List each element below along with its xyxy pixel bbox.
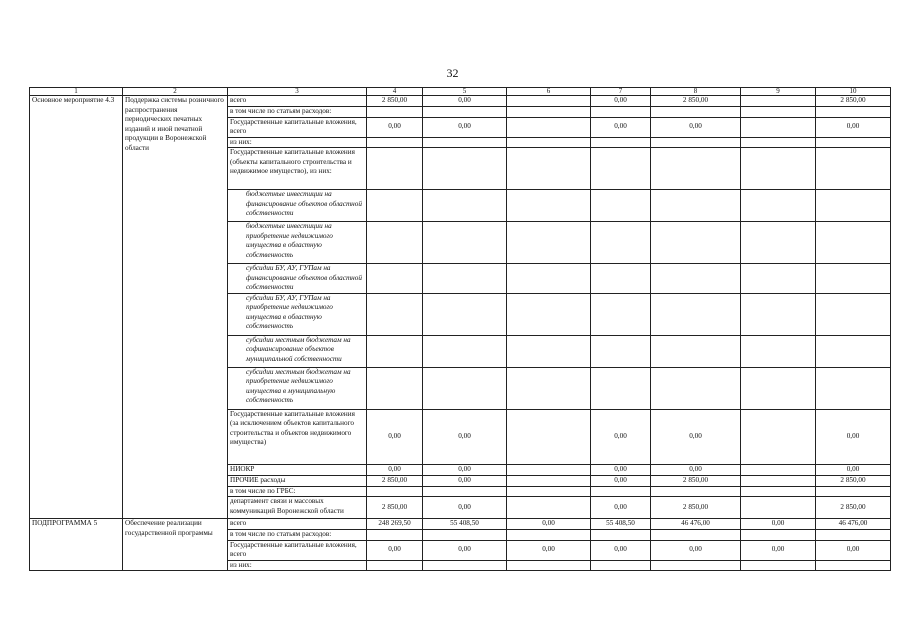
value-cell-col6 — [507, 96, 591, 107]
value-cell-col9: 0,00 — [741, 519, 816, 530]
value-cell-col7: 0,00 — [591, 475, 651, 486]
value-cell-col5: 0,00 — [423, 540, 507, 560]
table-row — [30, 96, 891, 107]
value-cell-col10 — [816, 137, 891, 148]
value-cell-col10 — [816, 222, 891, 264]
value-cell-col5 — [423, 264, 507, 294]
value-cell-col5 — [423, 530, 507, 541]
value-cell-col6 — [507, 137, 591, 148]
value-cell-col4 — [367, 137, 423, 148]
value-cell-col9 — [741, 530, 816, 541]
value-cell-col8 — [651, 530, 741, 541]
value-cell-col9 — [741, 190, 816, 222]
value-cell-col9 — [741, 409, 816, 464]
value-cell-col7: 0,00 — [591, 497, 651, 519]
value-cell-col7 — [591, 530, 651, 541]
expense-category-label: НИОКР — [228, 464, 367, 475]
value-cell-col5: 0,00 — [423, 117, 507, 137]
header-cell: 7 — [591, 88, 651, 96]
value-cell-col10 — [816, 190, 891, 222]
value-cell-col4 — [367, 190, 423, 222]
value-cell-col5 — [423, 293, 507, 335]
value-cell-col4 — [367, 264, 423, 294]
value-cell-col6 — [507, 409, 591, 464]
value-cell-col5 — [423, 486, 507, 497]
value-cell-col4 — [367, 148, 423, 190]
value-cell-col10: 0,00 — [816, 117, 891, 137]
value-cell-col8 — [651, 293, 741, 335]
value-cell-col7 — [591, 293, 651, 335]
value-cell-col9 — [741, 464, 816, 475]
value-cell-col10 — [816, 530, 891, 541]
value-cell-col7 — [591, 222, 651, 264]
table-row — [30, 519, 891, 530]
value-cell-col7: 55 408,50 — [591, 519, 651, 530]
value-cell-col6 — [507, 497, 591, 519]
value-cell-col7: 0,00 — [591, 409, 651, 464]
budget-table — [29, 87, 891, 571]
value-cell-col8: 0,00 — [651, 540, 741, 560]
value-cell-col8: 2 850,00 — [651, 96, 741, 107]
value-cell-col4: 2 850,00 — [367, 475, 423, 486]
header-cell: 1 — [30, 88, 123, 96]
value-cell-col9 — [741, 367, 816, 409]
value-cell-col4 — [367, 335, 423, 367]
value-cell-col8: 46 476,00 — [651, 519, 741, 530]
value-cell-col4 — [367, 367, 423, 409]
expense-category-label: в том числе по ГРБС: — [228, 486, 367, 497]
value-cell-col8 — [651, 335, 741, 367]
value-cell-col8: 0,00 — [651, 409, 741, 464]
value-cell-col6 — [507, 190, 591, 222]
value-cell-col9 — [741, 96, 816, 107]
value-cell-col7: 0,00 — [591, 540, 651, 560]
value-cell-col10: 2 850,00 — [816, 475, 891, 486]
value-cell-col7: 0,00 — [591, 117, 651, 137]
value-cell-col7: 0,00 — [591, 96, 651, 107]
expense-category-label: Государственные капитальные вложения, всего — [228, 117, 367, 137]
expense-category-label: департамент связи и массовых коммуникаций Воронежской области — [228, 497, 367, 519]
value-cell-col5: 0,00 — [423, 464, 507, 475]
value-cell-col5 — [423, 107, 507, 118]
value-cell-col4 — [367, 530, 423, 541]
value-cell-col6: 0,00 — [507, 540, 591, 560]
value-cell-col4: 0,00 — [367, 117, 423, 137]
expense-category-label: Государственные капитальные вложения, всего — [228, 540, 367, 560]
header-cell: 3 — [228, 88, 367, 96]
value-cell-col4 — [367, 486, 423, 497]
value-cell-col5 — [423, 367, 507, 409]
expense-category-label: субсидии БУ, АУ, ГУПам на финансирование объектов областной собственности — [228, 264, 367, 294]
expense-category-label: субсидии местным бюджетам на приобретение недвижимого имущества в муниципальную собственность — [228, 367, 367, 409]
value-cell-col9: 0,00 — [741, 540, 816, 560]
value-cell-col10: 0,00 — [816, 409, 891, 464]
value-cell-col8 — [651, 486, 741, 497]
value-cell-col8: 2 850,00 — [651, 497, 741, 519]
header-cell: 10 — [816, 88, 891, 96]
expense-category-label: из них: — [228, 560, 367, 571]
value-cell-col6 — [507, 107, 591, 118]
expense-category-label: Государственные капитальные вложения (объекты капитального строительства и недвижимое имущество), из них: — [228, 148, 367, 190]
header-cell: 4 — [367, 88, 423, 96]
value-cell-col7 — [591, 335, 651, 367]
value-cell-col9 — [741, 117, 816, 137]
value-cell-col7 — [591, 137, 651, 148]
expense-category-label: субсидии местным бюджетам на софинансирование объектов муниципальной собственности — [228, 335, 367, 367]
value-cell-col6 — [507, 486, 591, 497]
header-cell: 8 — [651, 88, 741, 96]
expense-category-label: Государственные капитальные вложения (за исключением объектов капитального строительства и объектов недвижимого имущества) — [228, 409, 367, 464]
value-cell-col6 — [507, 530, 591, 541]
expense-category-label: бюджетные инвестиции на приобретение недвижимого имущества в областную собственность — [228, 222, 367, 264]
value-cell-col9 — [741, 137, 816, 148]
value-cell-col8 — [651, 264, 741, 294]
value-cell-col10: 2 850,00 — [816, 96, 891, 107]
value-cell-col10 — [816, 264, 891, 294]
value-cell-col5 — [423, 222, 507, 264]
value-cell-col8 — [651, 222, 741, 264]
value-cell-col5 — [423, 560, 507, 571]
value-cell-col7 — [591, 107, 651, 118]
value-cell-col6 — [507, 222, 591, 264]
expense-category-label: всего — [228, 96, 367, 107]
value-cell-col9 — [741, 222, 816, 264]
measure-code: ПОДПРОГРАММА 5 — [30, 519, 123, 571]
value-cell-col4: 2 850,00 — [367, 497, 423, 519]
value-cell-col6 — [507, 367, 591, 409]
value-cell-col10 — [816, 335, 891, 367]
measure-name: Обеспечение реализации государственной программы — [123, 519, 228, 571]
value-cell-col7 — [591, 560, 651, 571]
value-cell-col7 — [591, 367, 651, 409]
value-cell-col6 — [507, 148, 591, 190]
expense-category-label: бюджетные инвестиции на финансирование объектов областной собственности — [228, 190, 367, 222]
value-cell-col7 — [591, 190, 651, 222]
expense-category-label: всего — [228, 519, 367, 530]
value-cell-col7 — [591, 264, 651, 294]
value-cell-col6 — [507, 560, 591, 571]
value-cell-col9 — [741, 475, 816, 486]
value-cell-col9 — [741, 497, 816, 519]
value-cell-col4 — [367, 560, 423, 571]
value-cell-col8 — [651, 190, 741, 222]
header-row — [30, 88, 891, 96]
value-cell-col4: 0,00 — [367, 540, 423, 560]
value-cell-col6 — [507, 117, 591, 137]
value-cell-col10: 0,00 — [816, 464, 891, 475]
value-cell-col9 — [741, 264, 816, 294]
value-cell-col7 — [591, 148, 651, 190]
value-cell-col10 — [816, 148, 891, 190]
value-cell-col9 — [741, 486, 816, 497]
value-cell-col9 — [741, 148, 816, 190]
header-cell: 9 — [741, 88, 816, 96]
value-cell-col8 — [651, 560, 741, 571]
value-cell-col5 — [423, 137, 507, 148]
value-cell-col8: 0,00 — [651, 117, 741, 137]
value-cell-col4 — [367, 107, 423, 118]
value-cell-col10 — [816, 293, 891, 335]
value-cell-col10: 2 850,00 — [816, 497, 891, 519]
measure-code: Основное мероприятие 4.3 — [30, 96, 123, 519]
header-cell: 5 — [423, 88, 507, 96]
value-cell-col5: 0,00 — [423, 96, 507, 107]
header-cell: 2 — [123, 88, 228, 96]
value-cell-col10 — [816, 107, 891, 118]
value-cell-col4 — [367, 222, 423, 264]
header-cell: 6 — [507, 88, 591, 96]
value-cell-col4 — [367, 293, 423, 335]
expense-category-label: в том числе по статьям расходов: — [228, 107, 367, 118]
value-cell-col9 — [741, 560, 816, 571]
value-cell-col5 — [423, 148, 507, 190]
value-cell-col10 — [816, 560, 891, 571]
value-cell-col6 — [507, 335, 591, 367]
expense-category-label: субсидии БУ, АУ, ГУПам на приобретение недвижимого имущества в областную собственность — [228, 293, 367, 335]
expense-category-label: ПРОЧИЕ расходы — [228, 475, 367, 486]
value-cell-col4: 0,00 — [367, 464, 423, 475]
value-cell-col8 — [651, 148, 741, 190]
value-cell-col7 — [591, 486, 651, 497]
value-cell-col9 — [741, 335, 816, 367]
value-cell-col9 — [741, 293, 816, 335]
value-cell-col7: 0,00 — [591, 464, 651, 475]
value-cell-col5: 0,00 — [423, 497, 507, 519]
value-cell-col6: 0,00 — [507, 519, 591, 530]
page-number: 32 — [446, 66, 459, 80]
expense-category-label: из них: — [228, 137, 367, 148]
value-cell-col5: 0,00 — [423, 409, 507, 464]
value-cell-col10 — [816, 367, 891, 409]
value-cell-col8: 2 850,00 — [651, 475, 741, 486]
value-cell-col5 — [423, 335, 507, 367]
value-cell-col5: 55 408,50 — [423, 519, 507, 530]
value-cell-col6 — [507, 475, 591, 486]
value-cell-col4: 0,00 — [367, 409, 423, 464]
value-cell-col4: 2 850,00 — [367, 96, 423, 107]
value-cell-col5 — [423, 190, 507, 222]
value-cell-col5: 0,00 — [423, 475, 507, 486]
value-cell-col10: 46 476,00 — [816, 519, 891, 530]
value-cell-col9 — [741, 107, 816, 118]
value-cell-col8 — [651, 137, 741, 148]
value-cell-col10 — [816, 486, 891, 497]
expense-category-label: в том числе по статьям расходов: — [228, 530, 367, 541]
value-cell-col8 — [651, 367, 741, 409]
value-cell-col8 — [651, 107, 741, 118]
value-cell-col10: 0,00 — [816, 540, 891, 560]
value-cell-col8: 0,00 — [651, 464, 741, 475]
value-cell-col6 — [507, 293, 591, 335]
value-cell-col6 — [507, 464, 591, 475]
measure-name: Поддержка системы розничного распространения периодических печатных изданий и иной печатной продукции в Воронежской области — [123, 96, 228, 519]
value-cell-col6 — [507, 264, 591, 294]
value-cell-col4: 248 269,50 — [367, 519, 423, 530]
